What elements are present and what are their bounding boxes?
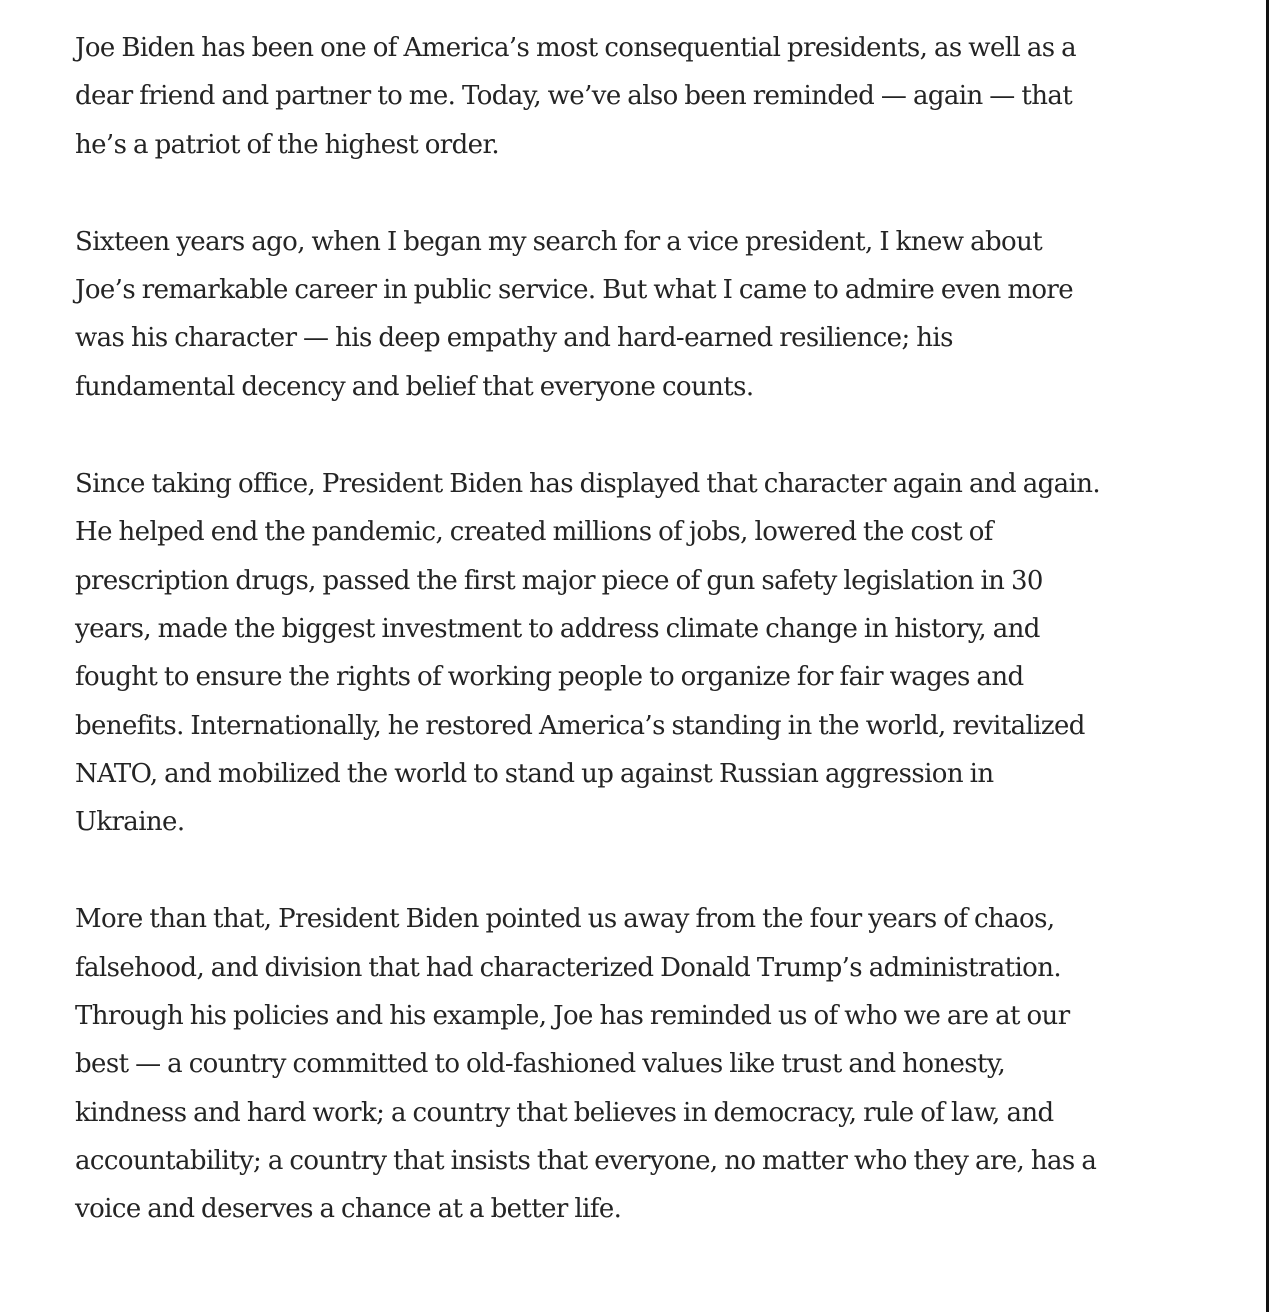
paragraph-3: Since taking office, President Biden has displayed that character again and again. He helped end the pandemic, created millions of jobs, lowered the cost of prescription drugs, passed the first major piece of gun safety legislation in 30 years, made the biggest investment to address climate change in history, and fought to ensure the rights of working people to organize for fair wages and benefits. Internationally, he restored America’s standing in the world, revitalized NATO, and mobilized the world to stand up against Russian aggression in Ukraine. [75, 469, 1101, 838]
article-body [75, 24, 1105, 1234]
paragraph-1: Joe Biden has been one of America’s most consequential presidents, as well as a dear friend and partner to me. Today, we’ve also been reminded — again — that he’s a patriot of the highest order. [75, 33, 1077, 160]
paragraph-2: Sixteen years ago, when I began my search for a vice president, I knew about Joe’s remarkable career in public service. But what I came to admire even more was his character — his deep empathy and hard-earned resilience; his fundamental decency and belief that everyone counts. [75, 226, 1074, 402]
paragraph-4: More than that, President Biden pointed us away from the four years of chaos, falsehood, and division that had characterized Donald Trump’s administration. Through his policies and his example, Joe has reminded us of who we are at our best — a country committed to old-fashioned values like trust and honesty, kindness and hard work; a country that believes in democracy, rule of law, and accountability; a country that insists that everyone, no matter who they are, has a voice and deserves a chance at a better life. [75, 904, 1097, 1225]
